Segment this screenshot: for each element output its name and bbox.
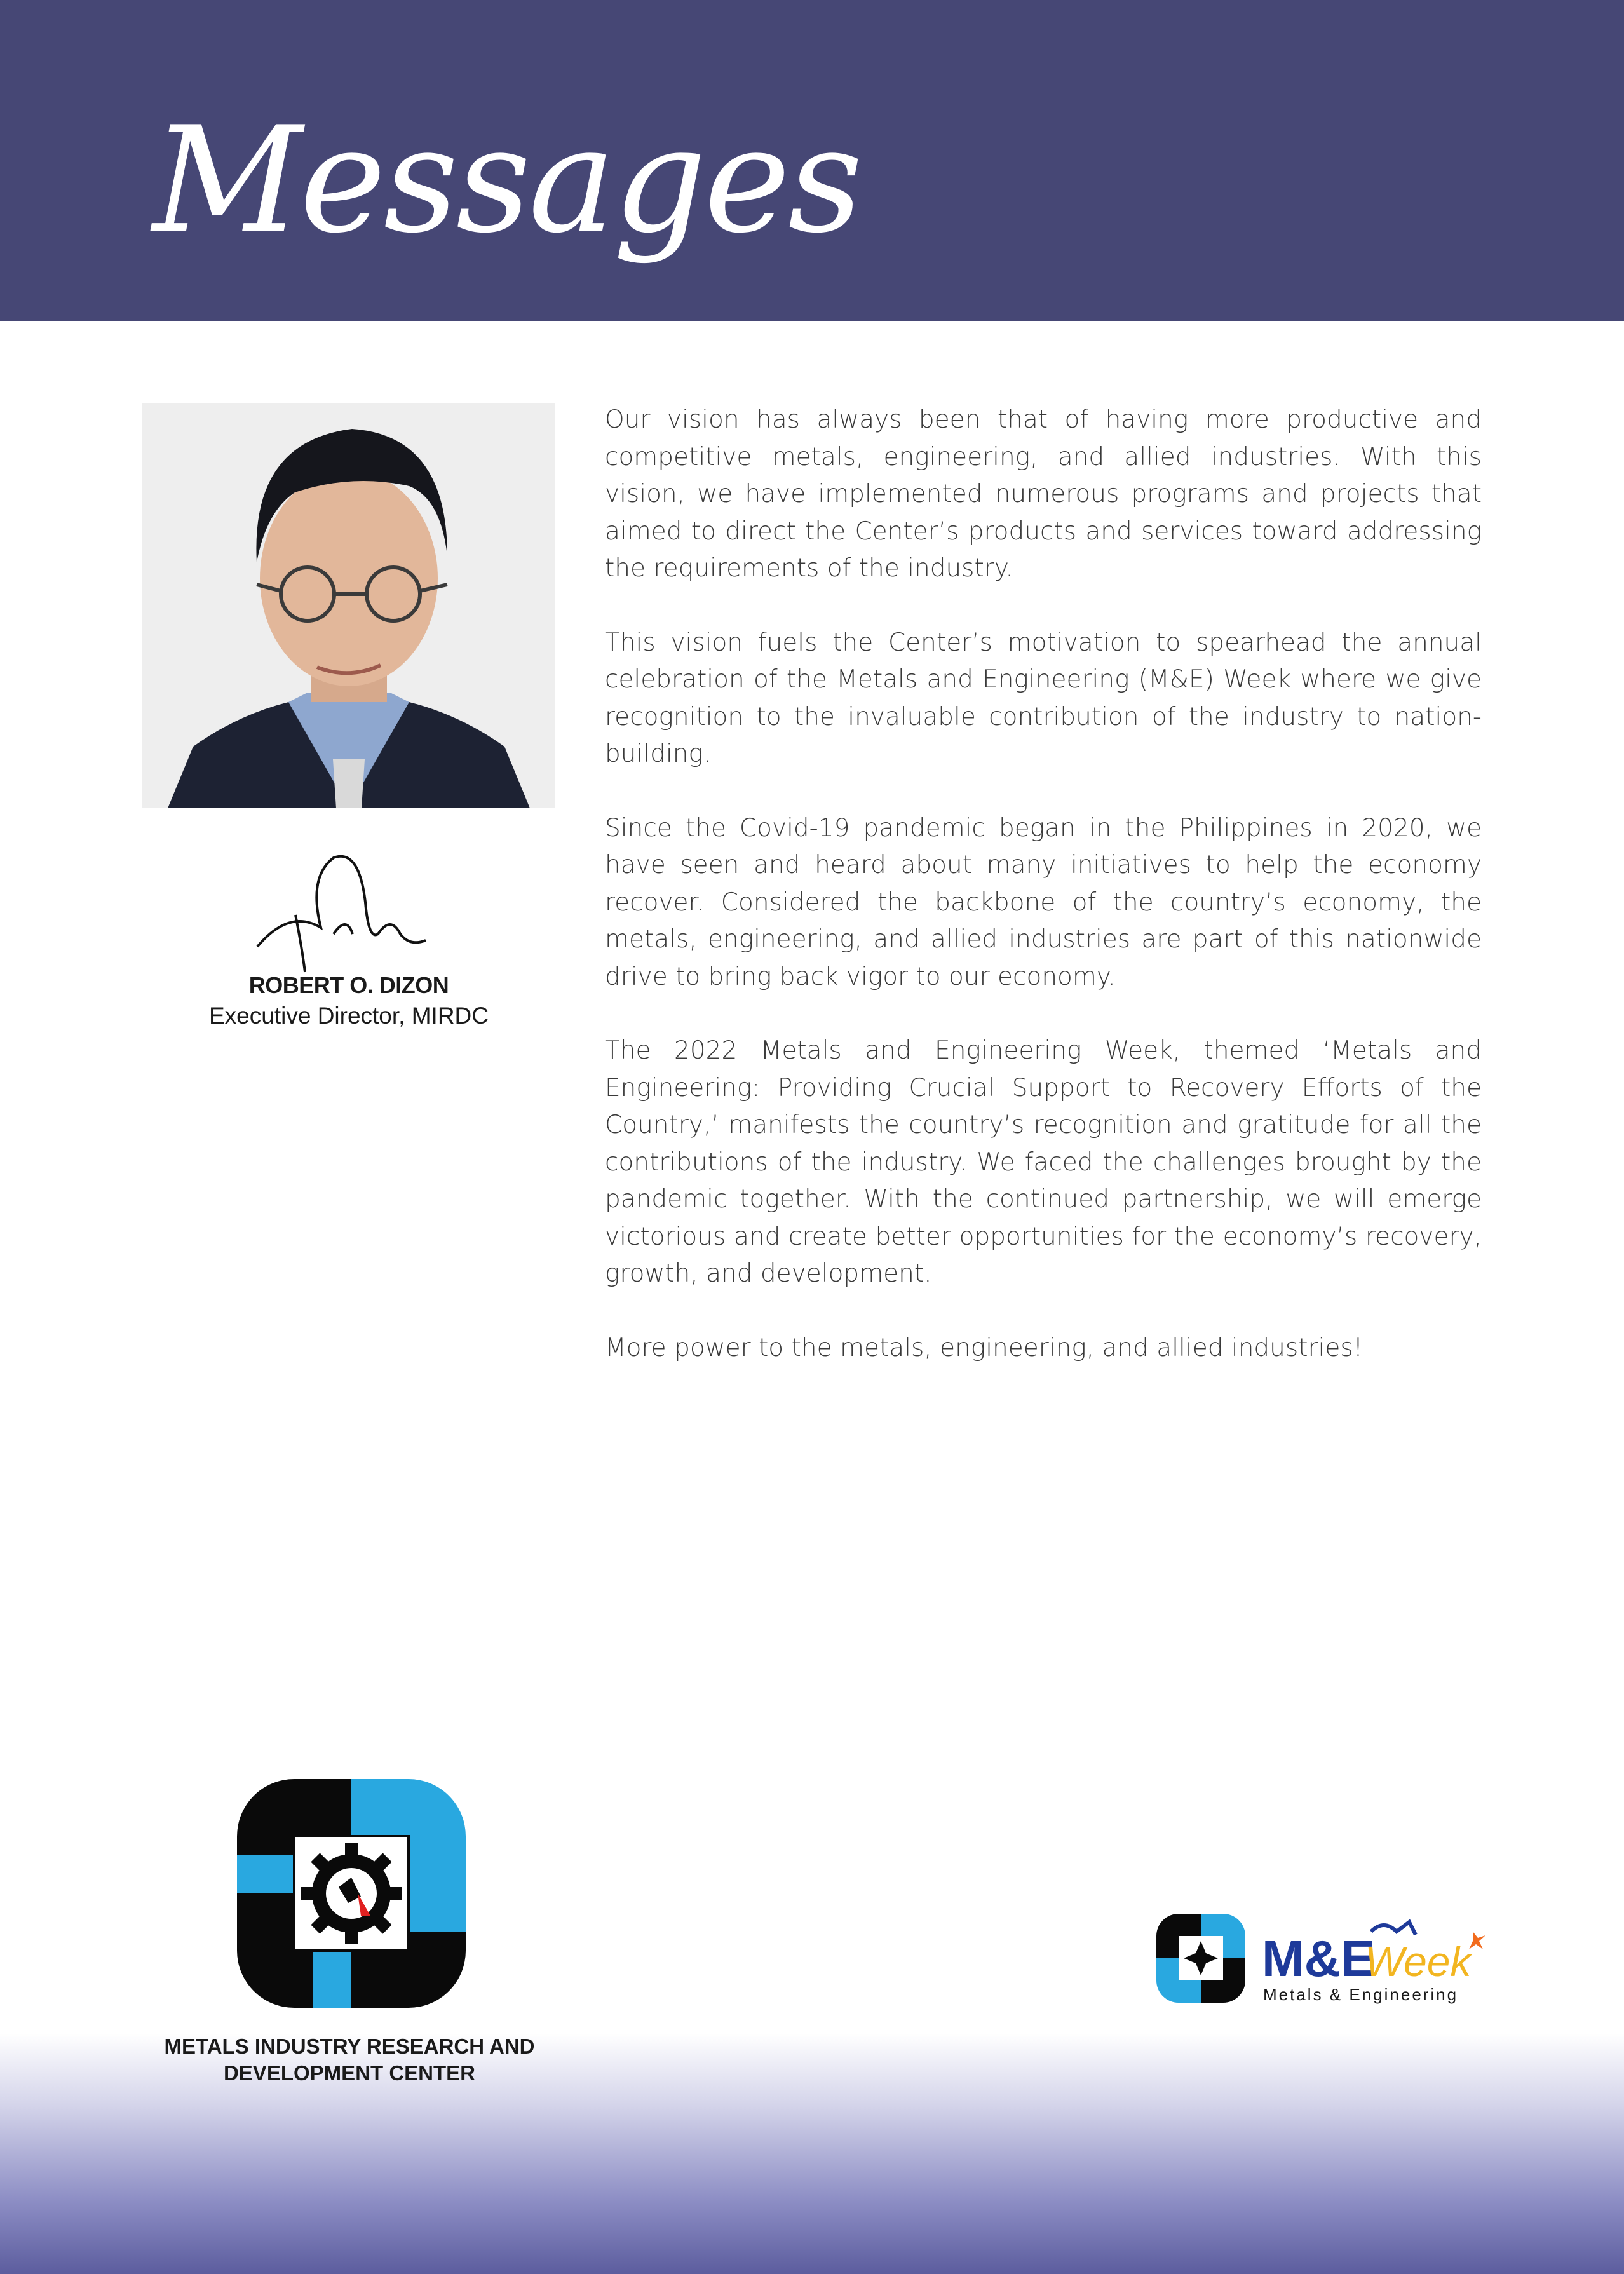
me-week-emblem-icon bbox=[1156, 1914, 1245, 2003]
portrait-photo bbox=[142, 403, 555, 808]
me-week-tagline: Metals & Engineering bbox=[1263, 1985, 1459, 2004]
message-paragraph: Since the Covid-19 pandemic began in the Philippines in 2020, we have seen and heard about many initiatives to help the economy recover. Considered the backbone of the country’s economy, the metals, engineering, and allied industries are part of this nationwide drive to bring back vigor to our economy. bbox=[605, 813, 1482, 991]
me-week-logo bbox=[1155, 1912, 1485, 2008]
message-paragraph: This vision fuels the Center’s motivation to spearhead the annual celebration of the Metals and Engineering (M&E) Week where we give recognition to the invaluable contribution of the industry to nation-building. bbox=[605, 628, 1482, 768]
mirdc-logo bbox=[237, 1779, 466, 2008]
organization-name-line1: METALS INDUSTRY RESEARCH AND bbox=[164, 2034, 535, 2058]
organization-name bbox=[127, 2033, 572, 2087]
message-body bbox=[605, 402, 1482, 1404]
message-paragraph: The 2022 Metals and Engineering Week, themed ‘Metals and Engineering: Providing Crucial Support to Recovery Efforts of the Country,’ manifests the country’s recognition and gratitude for all the contributions of the industry. We faced the challenges brought by the pandemic together. With the continued partnership, we will emerge victorious and create better opportunities for the economy’s recovery, growth, and development. bbox=[605, 1036, 1482, 1288]
header-band bbox=[0, 0, 1624, 321]
message-paragraph: Our vision has always been that of having more productive and competitive metals, engineering, and allied industries. With this vision, we have implemented numerous programs and projects that aimed to direct the Center’s products and services toward addressing the requirements of the industry. bbox=[605, 405, 1482, 583]
organization-name-line2: DEVELOPMENT CENTER bbox=[223, 2061, 476, 2085]
portrait-photo-icon bbox=[142, 403, 555, 808]
mirdc-logo-icon bbox=[237, 1779, 466, 2008]
signer-position: Executive Director, MIRDC bbox=[209, 1003, 489, 1029]
me-week-main-text: M&E bbox=[1262, 1930, 1375, 1987]
signature-icon bbox=[251, 851, 429, 978]
message-paragraph: More power to the metals, engineering, and allied industries! bbox=[605, 1333, 1363, 1362]
signer-name: ROBERT O. DIZON bbox=[248, 972, 449, 998]
page-title: Messages bbox=[152, 96, 861, 266]
me-week-accent-text: Week bbox=[1365, 1938, 1472, 1985]
